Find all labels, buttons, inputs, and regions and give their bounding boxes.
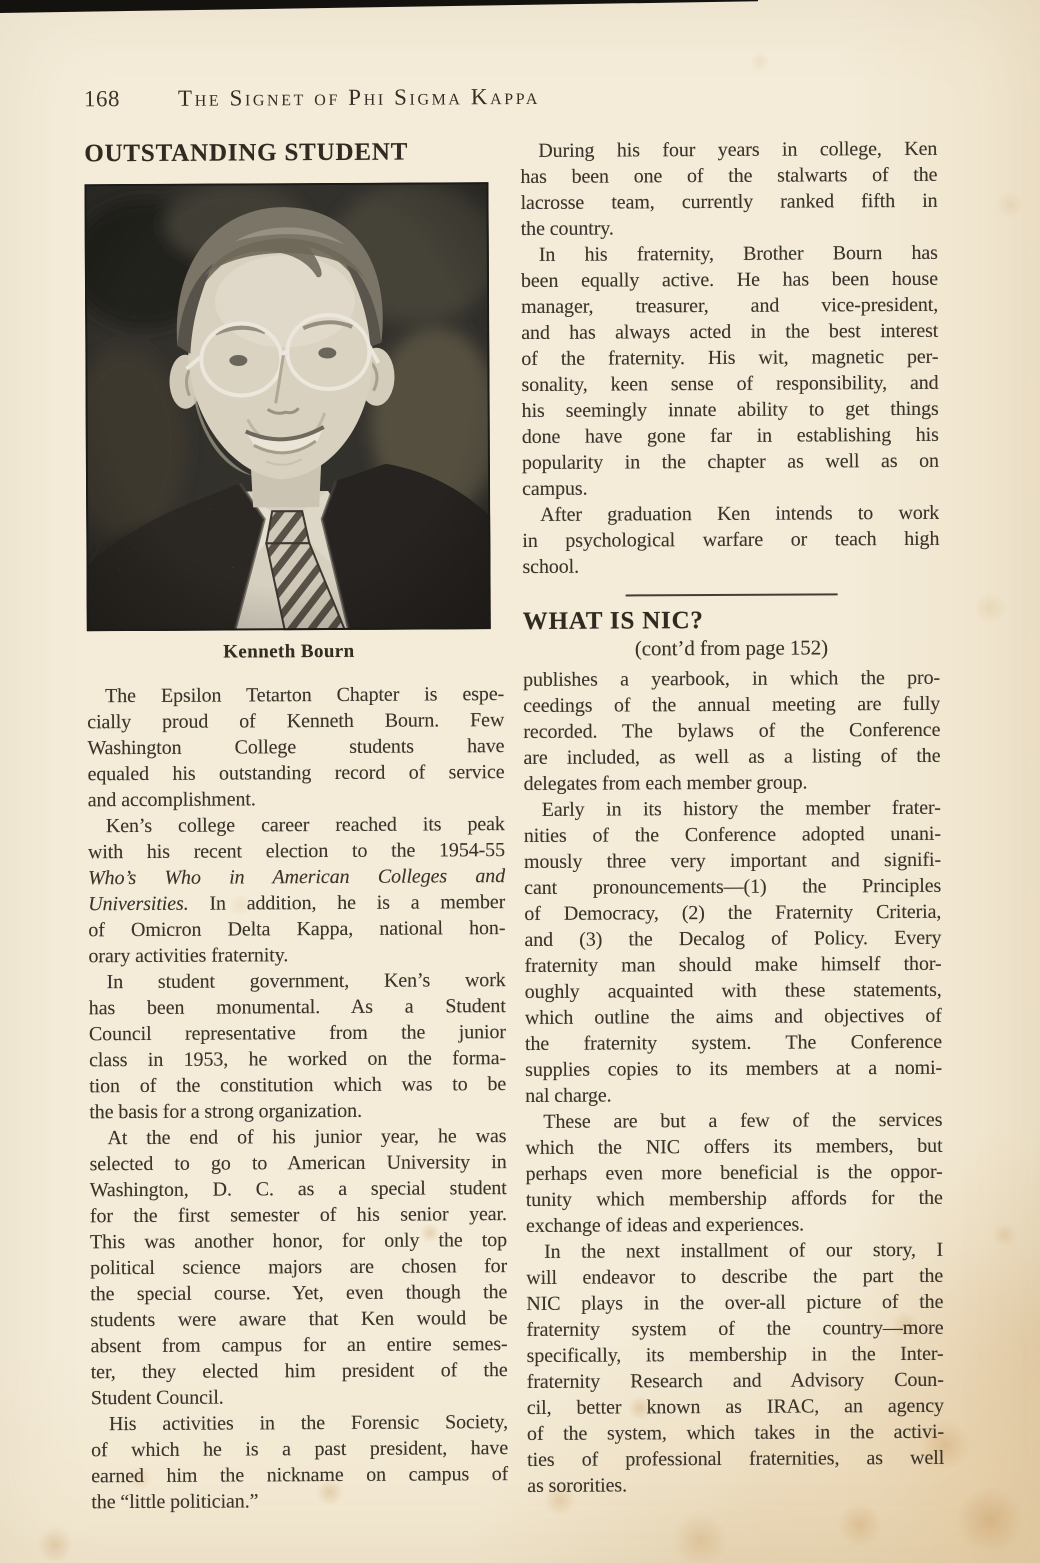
paragraph (525, 1107, 943, 1239)
photo-grain (84, 182, 490, 631)
text-line: selected to go to American University in (89, 1151, 507, 1176)
text-line: Universities. In addition, he is a member (88, 891, 506, 916)
paragraph (523, 665, 941, 797)
text-line: class in 1953, he worked on the forma- (88, 1047, 507, 1072)
page-header (84, 82, 937, 112)
text-line: of which he is a past president, have (91, 1437, 509, 1462)
text-line: delegates from each member group. (523, 771, 808, 795)
text-line: ties of professional fraternities, as well (527, 1446, 945, 1471)
text-line: ter, they elected him president of the (90, 1359, 508, 1384)
text-line: Student Council. (90, 1386, 224, 1410)
text-line: After graduation Ken intends to work (540, 501, 940, 526)
text-line: nal charge. (525, 1084, 612, 1107)
text-line: This was another honor, for only the top (89, 1229, 508, 1254)
text-line: The Epsilon Tetarton Chapter is espe- (105, 683, 505, 708)
text-line: of the fraternity. His wit, magnetic per- (521, 345, 939, 370)
text-line: of the system, which takes in the activi- (526, 1420, 945, 1445)
paragraph (526, 1237, 944, 1499)
photo-caption: Kenneth Bourn (223, 640, 355, 663)
text-line: school. (522, 555, 580, 578)
what-is-nic-heading: WHAT IS NIC? (522, 607, 704, 635)
text-line: Washington College students have (87, 735, 505, 760)
text-line: the special course. Yet, even though the (90, 1281, 508, 1306)
text-line: fraternity man should make himself thor- (524, 952, 942, 977)
paragraph (88, 811, 506, 969)
text-line: perhaps even more beneficial is the oppor- (525, 1160, 943, 1185)
text-line: In student government, Ken’s work (106, 969, 506, 994)
text-line: tion of the constitution which was to be (89, 1073, 507, 1098)
text-line: his seemingly innate ability to get things (521, 397, 939, 422)
text-line: Ken’s college career reached its peak (105, 813, 505, 838)
text-line: and accomplishment. (87, 788, 256, 812)
text-line: which outline the aims and objectives of (524, 1004, 942, 1029)
text-line: done have gone far in establishing his (521, 423, 939, 448)
text-line: recorded. The bylaws of the Conference (523, 718, 941, 743)
text-line: the country. (520, 217, 614, 240)
right-column (520, 136, 944, 1513)
text-line: cant pronouncements—(1) the Principles (524, 874, 942, 899)
text-line: has been one of the stalwarts of the (520, 163, 938, 188)
paragraph (520, 136, 938, 242)
text-line: students were aware that Ken would be (90, 1307, 508, 1332)
text-line: His activities in the Forensic Society, (108, 1411, 509, 1436)
text-line: tunity which membership affords for the (525, 1186, 943, 1211)
text-line: lacrosse team, currently ranked fifth in (520, 189, 938, 214)
text-line: earned him the nickname on campus of (91, 1463, 509, 1488)
paragraph (522, 500, 939, 580)
text-line: exchange of ideas and experiences. (525, 1213, 805, 1237)
text-line: and (3) the Decalog of Policy. Every (524, 926, 942, 951)
text-line: Washington, D. C. as a special student (89, 1177, 507, 1202)
paragraph (89, 967, 507, 1125)
text-line: which the NIC offers its members, but (525, 1134, 943, 1159)
text-line: the fraternity system. The Conference (524, 1030, 943, 1055)
text-line: and has always acted in the best interest (521, 319, 939, 344)
text-line: Who’s Who in American Colleges and (88, 865, 506, 890)
text-line: has been monumental. As a Student (88, 995, 506, 1020)
text-line: in psychological warfare or teach high (522, 527, 940, 552)
text-line: ceedings of the annual meeting are fully (523, 692, 941, 717)
text-line: equaled his outstanding record of service (87, 761, 505, 786)
paragraph (91, 1409, 509, 1515)
text-line: the basis for a strong organization. (89, 1099, 363, 1124)
text-line: publishes a yearbook, in which the pro- (523, 666, 941, 691)
text-line: will endeavor to describe the part the (526, 1264, 944, 1289)
text-line: mously three very important and signifi- (523, 848, 942, 873)
text-line: of Democracy, (2) the Fraternity Criteria, (524, 900, 942, 925)
text-line: supplies copies to its members at a nomi- (525, 1056, 943, 1081)
text-line: been equally active. He has been house (520, 267, 939, 292)
text-line: Early in its history the member frater- (541, 796, 941, 821)
text-line: These are but a few of the services (543, 1108, 943, 1133)
two-column-layout (84, 136, 944, 1515)
text-line: manager, treasurer, and vice-president, (521, 293, 939, 318)
text-line: campus. (522, 477, 588, 500)
text-line: with his recent election to the 1954-55 (87, 839, 506, 864)
continuation-note: (cont’d from page 152) (634, 635, 829, 661)
text-line: fraternity Research and Advisory Coun- (526, 1368, 944, 1393)
nic-article-paragraphs (523, 665, 944, 1499)
text-line: During his four years in college, Ken (538, 137, 938, 162)
outstanding-student-heading: OUTSTANDING STUDENT (84, 138, 409, 168)
text-line: absent from campus for an entire semes- (90, 1333, 508, 1358)
paragraph (524, 795, 943, 1109)
text-line: sonality, keen sense of responsibility, and (521, 371, 939, 396)
section-divider (625, 593, 837, 596)
text-line: At the end of his junior year, he was (107, 1125, 507, 1150)
text-line: the “little politician.” (91, 1490, 259, 1514)
journal-title: The Signet of Phi Sigma Kappa (177, 83, 541, 111)
text-line: nities of the Conference adopted unani- (523, 822, 941, 847)
text-line: specifically, its membership in the Inter- (526, 1342, 944, 1367)
text-line: fraternity system of the country—more (526, 1316, 944, 1341)
page-number: 168 (83, 86, 121, 112)
text-line: cially proud of Kenneth Bourn. Few (87, 709, 505, 734)
text-line: for the first semester of his senior year. (89, 1203, 507, 1228)
kenneth-bourn-photo (84, 182, 490, 631)
paragraph (89, 1123, 507, 1411)
text-line: oughly acquainted with these statements, (524, 978, 942, 1003)
text-line: popularity in the chapter as well as on (521, 449, 939, 474)
text-line: political science majors are chosen for (90, 1255, 508, 1280)
left-column (84, 138, 508, 1515)
text-line: cil, better known as IRAC, an agency (526, 1394, 944, 1419)
right-column-intro-paragraphs (520, 136, 939, 580)
left-column-paragraphs (87, 681, 508, 1515)
text-line: as sororities. (527, 1474, 628, 1497)
paragraph (521, 240, 939, 502)
paragraph (87, 681, 505, 813)
text-line: In the next installment of our story, I (543, 1238, 944, 1263)
text-line: of Omicron Delta Kappa, national hon- (88, 917, 506, 942)
text-line: orary activities fraternity. (88, 944, 289, 968)
text-line: In his fraternity, Brother Bourn has (538, 241, 938, 266)
text-line: Council representative from the junior (88, 1021, 506, 1046)
text-line: NIC plays in the over-all picture of the (526, 1290, 944, 1315)
text-line: are included, as well as a listing of the (523, 744, 941, 769)
